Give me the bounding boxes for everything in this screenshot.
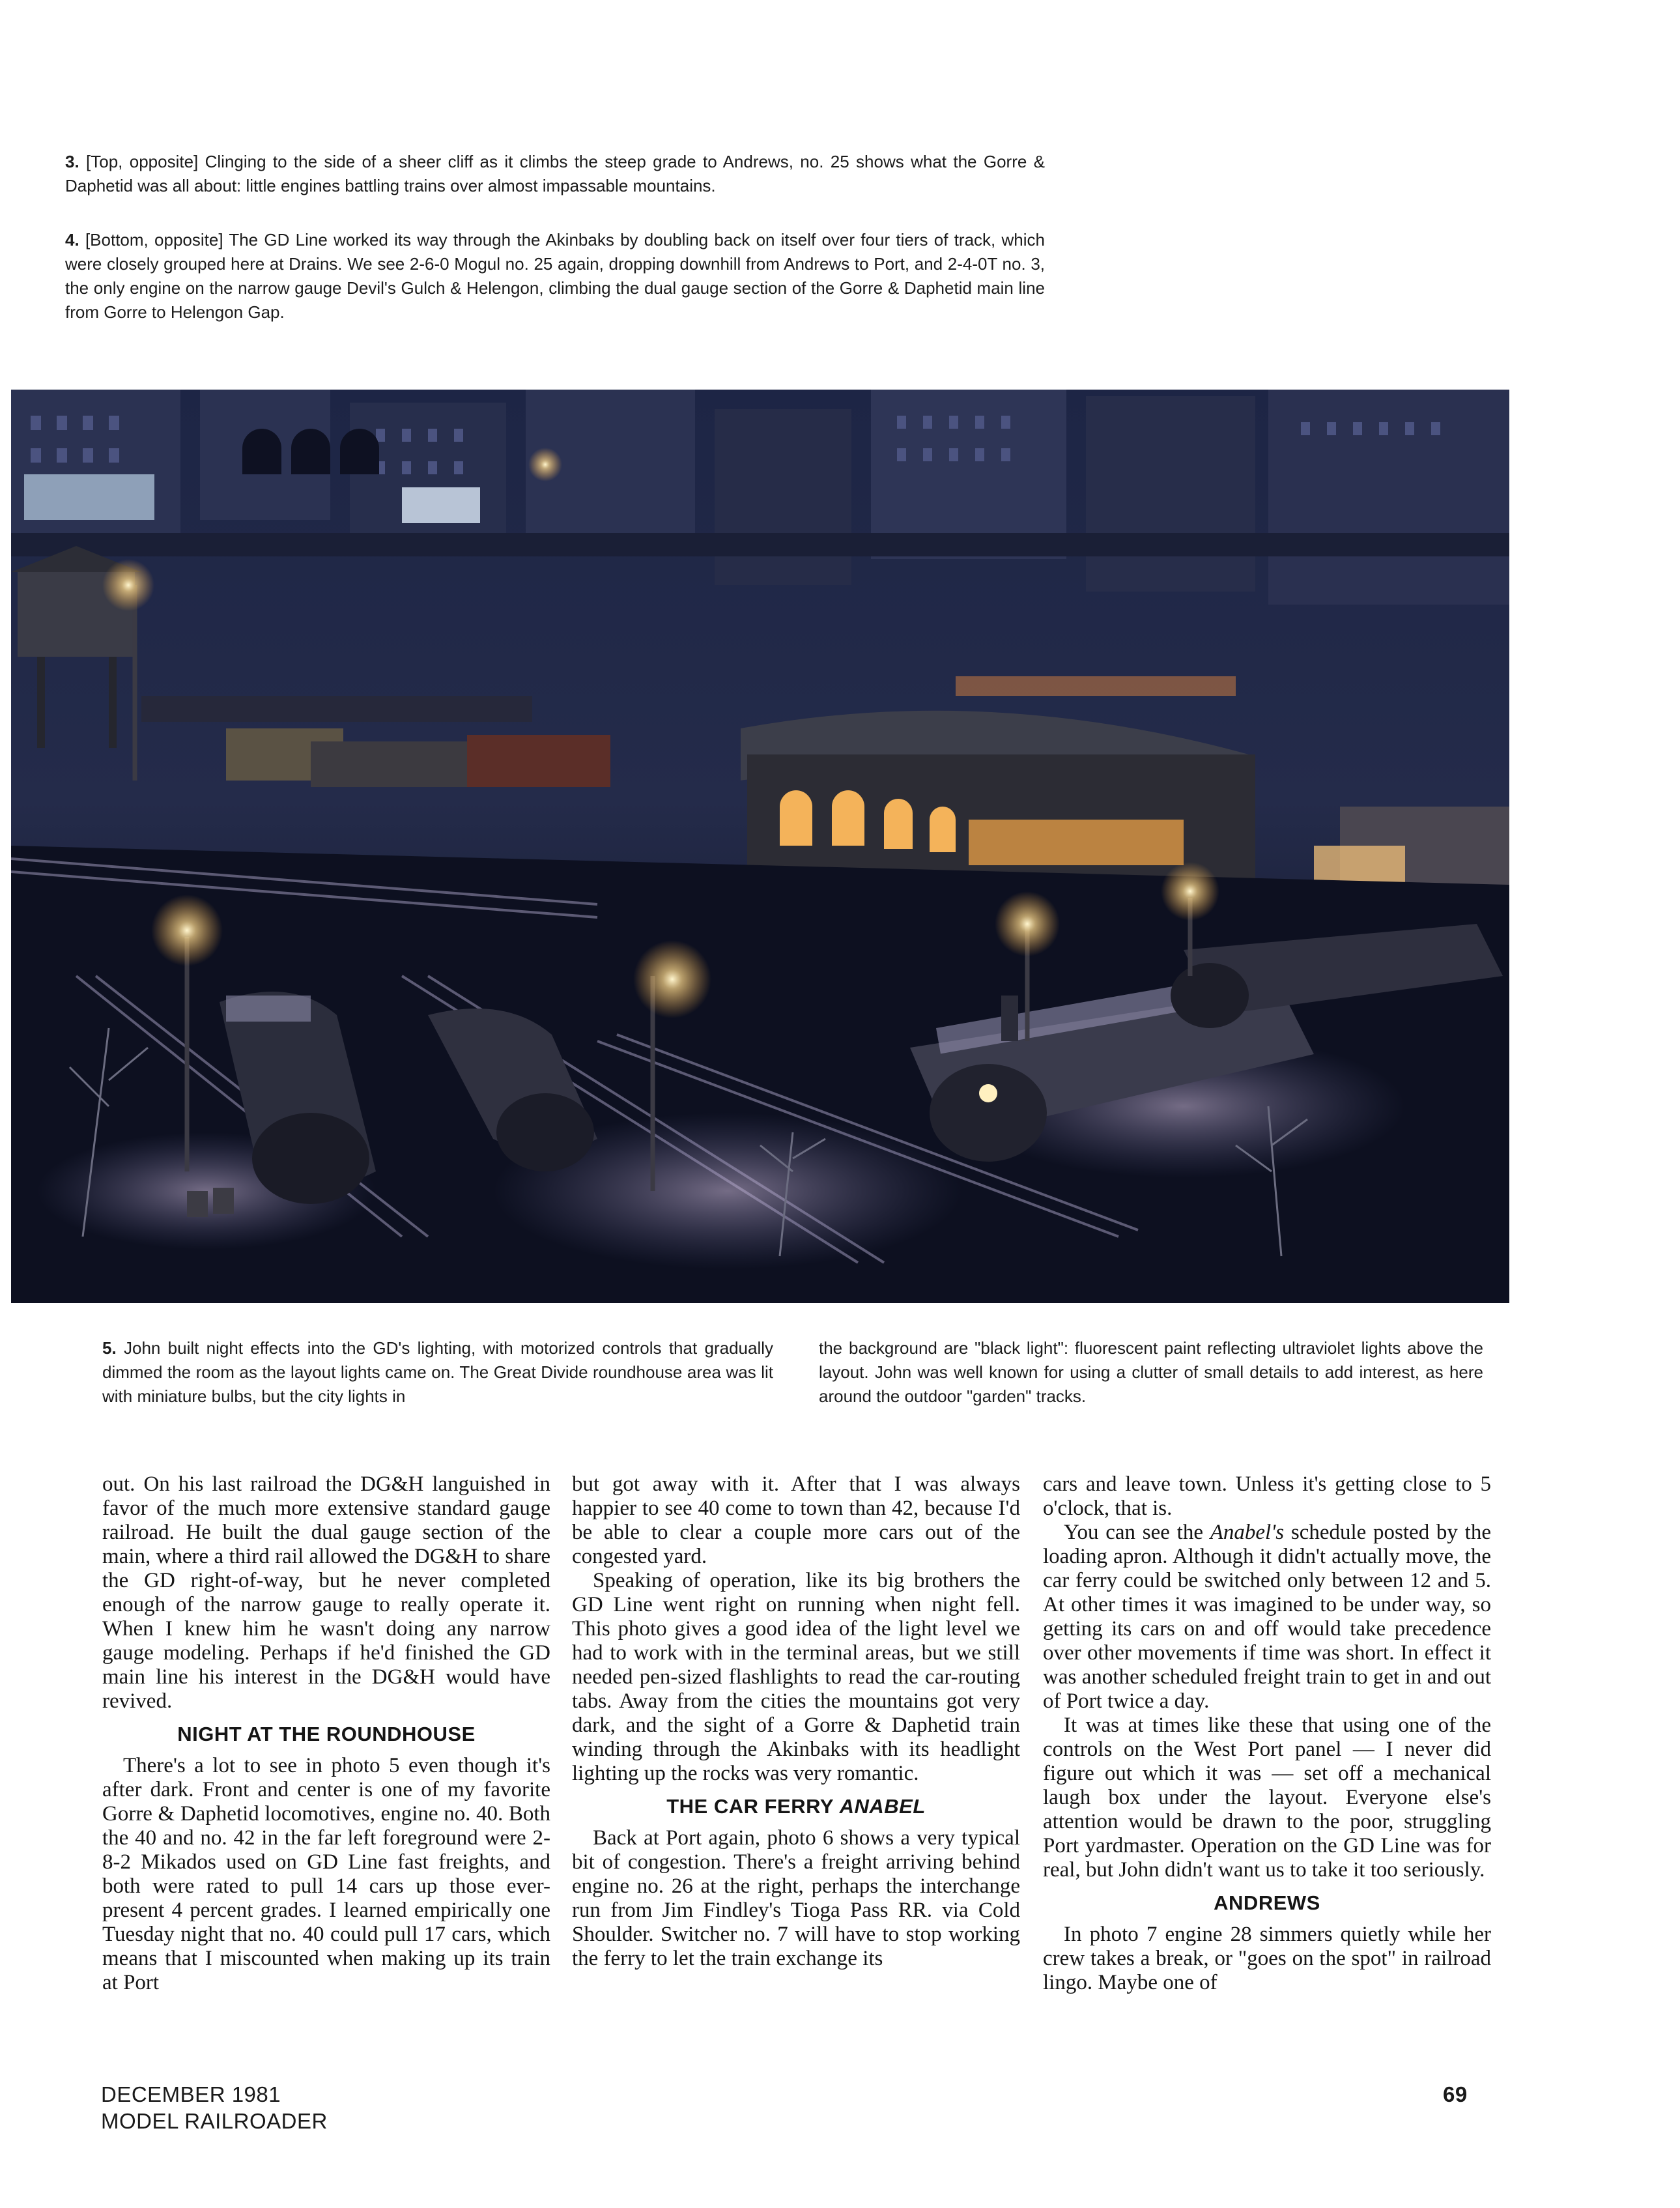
article-column-1 <box>102 1472 550 1995</box>
footer-date: DECEMBER 1981 <box>101 2082 281 2106</box>
caption-5-number: 5. <box>102 1338 117 1358</box>
caption-4-text: [Bottom, opposite] The GD Line worked its way through the Akinbaks by doubling back on itself over four tiers of track, which were closely grouped here at Drains. We see 2-6-0 Mogul no. 25 again, dropping downhill from Andrews to Port, and 2-4-0T no. 3, the only engine on the narrow gauge Devil's Gulch & Helengon, climbing the dual gauge section of the Gorre & Daphetid main line from Gorre to Helengon Gap. <box>65 230 1045 322</box>
paragraph: out. On his last railroad the DG&H languished in favor of the much more extensive standard gauge railroad. He built the dual gauge section of the main, where a third rail allowed the DG&H to share the GD right-of-way, but he never completed enough of the narrow gauge to really operate it. When I knew him he wasn't doing any narrow gauge modeling. Perhaps if he'd finished the GD main line his interest in the DG&H would have revived. <box>102 1472 550 1713</box>
footer-magazine: MODEL RAILROADER <box>101 2109 328 2133</box>
text-run: You can see the <box>1064 1521 1210 1544</box>
caption-5-left <box>102 1336 773 1409</box>
paragraph: In photo 7 engine 28 simmers quietly while her crew takes a break, or "goes on the spot" in railroad lingo. Maybe one of <box>1043 1923 1491 1994</box>
page-number: 69 <box>1443 2082 1468 2106</box>
text-run: schedule posted by the loading apron. Although it didn't actually move, the car ferry could be switched only between 12 and 5. At other times it was imagined to be under way, so getting its cars on and off would take precedence over other movements if time was short. In effect it was another scheduled freight train to get in and out of Port twice a day. <box>1043 1521 1491 1713</box>
heading-ship-name: ANABEL <box>839 1795 926 1818</box>
section-heading-night-roundhouse: NIGHT AT THE ROUNDHOUSE <box>177 1723 476 1745</box>
ship-name: Anabel's <box>1210 1521 1285 1544</box>
arched-windows <box>242 429 379 474</box>
paragraph <box>1043 1521 1491 1713</box>
elevated-bridge <box>11 533 1509 556</box>
caption-4-number: 4. <box>65 230 79 250</box>
caption-3-number: 3. <box>65 152 79 171</box>
caption-5-text-right: the background are "black light": fluorescent paint reflecting ultraviolet lights above the layout. John was well known for using a clutter of small details to add interest, as here around the outdoor "garden" tracks. <box>819 1338 1483 1406</box>
paragraph: cars and leave town. Unless it's getting close to 5 o'clock, that is. <box>1043 1472 1491 1520</box>
lit-window <box>1314 846 1405 885</box>
billboard-center <box>402 487 480 523</box>
photo-illustration <box>11 390 1509 1303</box>
article-column-3 <box>1043 1472 1491 1995</box>
photo-roundhouse-night <box>11 390 1509 1303</box>
paragraph: It was at times like these that using one of the controls on the West Port panel — I never did figure out which it was — set off a mechanical laugh box under the layout. Everyone else's attention would be drawn to the poor, struggling Port yardmaster. Operation on the GD Line was for real, but John didn't want us to take it too seriously. <box>1043 1713 1491 1882</box>
paragraph: Back at Port again, photo 6 shows a very typical bit of congestion. There's a freight arriving behind engine no. 26 at the right, perhaps the interchange run from Jim Findley's Tioga Pass RR. via Cold Shoulder. Switcher no. 7 will have to stop working the ferry to let the train exchange its <box>572 1826 1020 1970</box>
paragraph: but got away with it. After that I was always happier to see 40 come to town than 42, because I'd be able to clear a couple more cars out of the congested yard. <box>572 1472 1020 1568</box>
caption-5-right <box>819 1336 1483 1409</box>
caption-3 <box>65 150 1045 198</box>
article-column-2 <box>572 1472 1020 1971</box>
section-heading-andrews: ANDREWS <box>1214 1891 1320 1914</box>
paragraph: Speaking of operation, like its big brothers the GD Line went right on running when night fell. This photo gives a good idea of the light level we had to work with in the terminal areas, but we still needed pen-sized flashlights to read the car-routing tabs. Away from the cities the mountains got very dark, and the sight of a Gorre & Daphetid train winding through the Akinbaks with its headlight lighting up the rocks was very romantic. <box>572 1569 1020 1785</box>
section-heading-car-ferry <box>572 1794 1020 1818</box>
billboard-left <box>24 474 154 520</box>
caption-3-text: [Top, opposite] Clinging to the side of a sheer cliff as it climbs the steep grade to Andrews, no. 25 shows what the Gorre & Daphetid was all about: little engines battling trains over almost impassable mountains. <box>65 152 1045 195</box>
caption-5-text-left: John built night effects into the GD's lighting, with motorized controls that gradually dimmed the room as the layout lights came on. The Great Divide roundhouse area was lit with miniature bulbs, but the city lights in <box>102 1338 773 1406</box>
heading-text: THE CAR FERRY <box>666 1795 840 1818</box>
caption-4 <box>65 228 1045 324</box>
paragraph: There's a lot to see in photo 5 even though it's after dark. Front and center is one of my favorite Gorre & Daphetid locomotives, engine no. 40. Both the 40 and no. 42 in the far left foreground were 2-8-2 Mikados used on GD Line fast freights, and both were rated to pull 14 cars up those ever-present 4 percent grades. I learned empirically one Tuesday night that no. 40 could pull 17 cars, which means that I miscounted when making up its train at Port <box>102 1754 550 1994</box>
